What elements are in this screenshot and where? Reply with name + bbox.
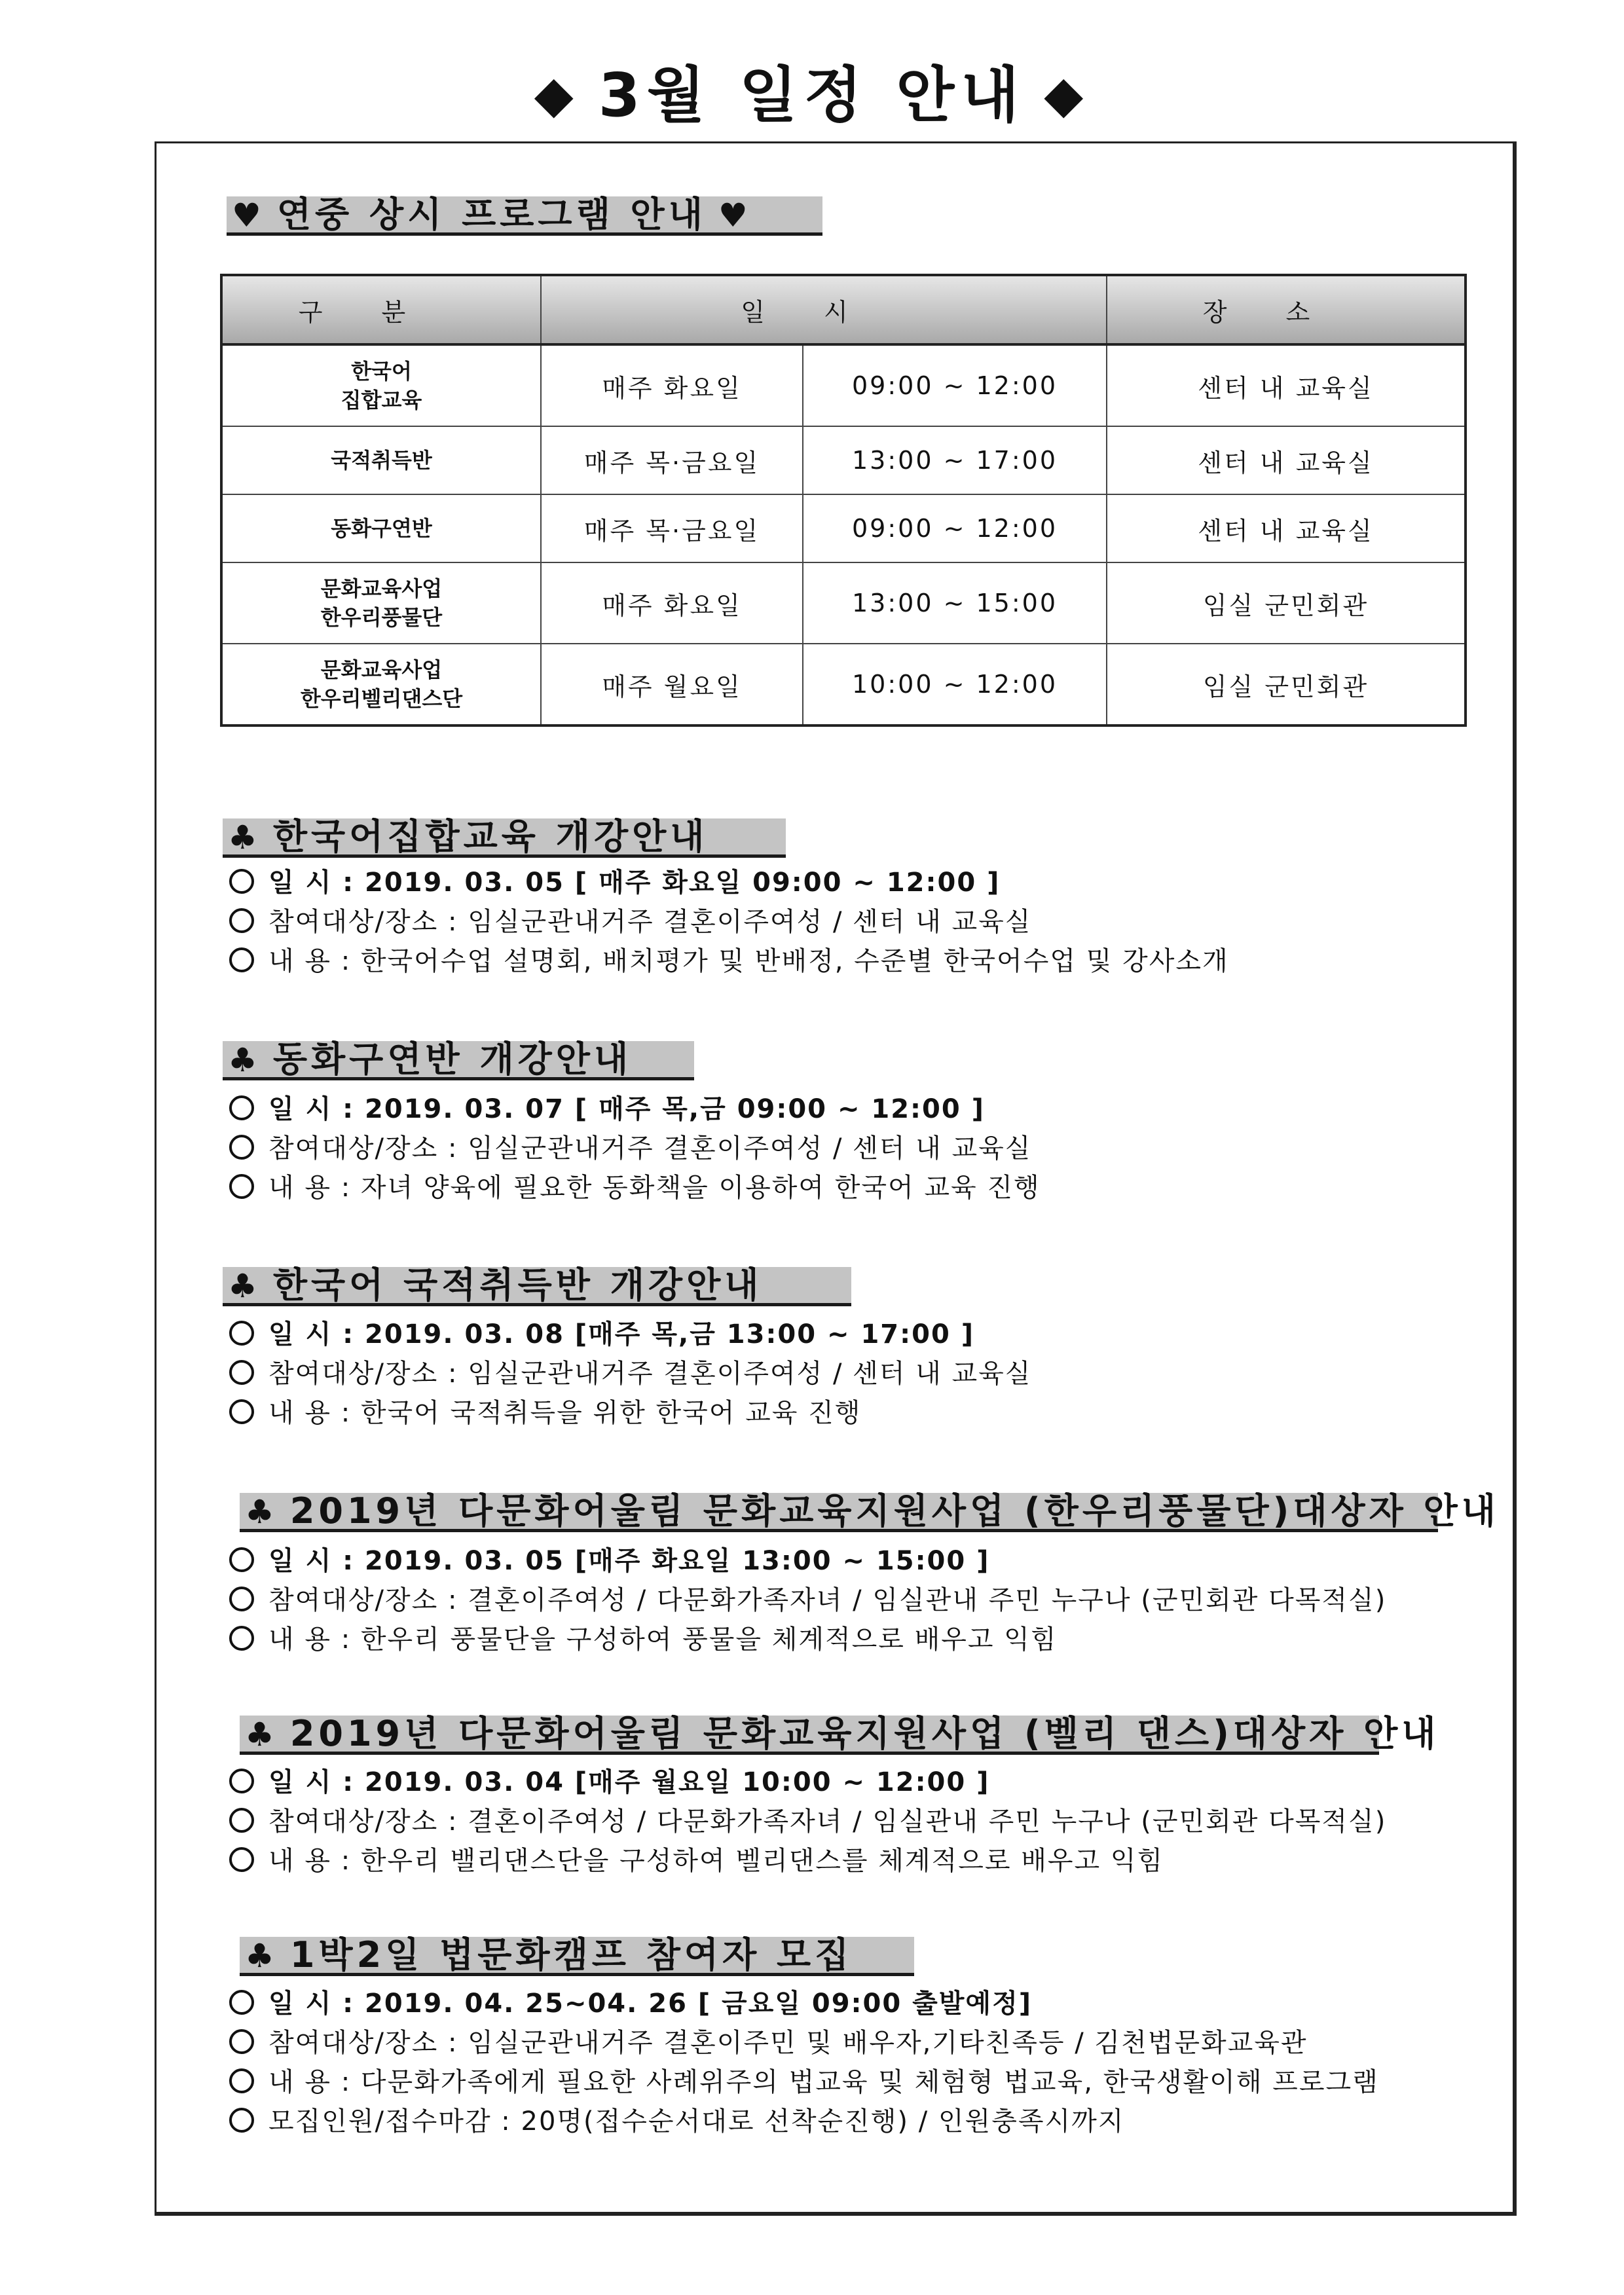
content-line: [229, 1841, 1386, 1881]
day-cell: 매주 목·금요일: [541, 494, 803, 562]
circle-bullet-icon: [229, 1769, 254, 1793]
day-cell: 매주 화요일: [541, 344, 803, 426]
section-heading-text: 1박2일 법문화캠프 참여자 모집: [289, 1934, 853, 1975]
section-heading-banner: [223, 1264, 851, 1306]
line-text: 일 시 : 2019. 03. 07 [ 매주 목,금 09:00 ~ 12:00 ]: [268, 1094, 985, 1124]
section-body: [229, 1315, 1031, 1433]
circle-bullet-icon: [229, 1587, 254, 1611]
category-cell: 국적취득반: [221, 426, 541, 494]
category-line: 집합교육: [341, 388, 422, 413]
section-heading-banner: [240, 1490, 1500, 1532]
club-icon: ♣: [228, 1267, 261, 1305]
category-cell: [221, 562, 541, 644]
schedule-table: [220, 274, 1467, 727]
place-cell: 센터 내 교육실: [1107, 494, 1466, 562]
line-text: 내 용 : 한국어 국적취득을 위한 한국어 교육 진행: [268, 1398, 862, 1428]
line-text: 참여대상/장소 : 결혼이주여성 / 다문화가족자녀 / 임실관내 주민 누구나 (군민회관 다목적실): [268, 1807, 1387, 1837]
club-icon: ♣: [245, 1493, 278, 1531]
line-text: 참여대상/장소 : 결혼이주여성 / 다문화가족자녀 / 임실관내 주민 누구나 (군민회관 다목적실): [268, 1585, 1387, 1615]
section-heading-banner: [223, 818, 786, 858]
day-cell: 매주 화요일: [541, 562, 803, 644]
target-line: [229, 1129, 1041, 1168]
club-icon: ♣: [245, 1716, 278, 1753]
table-header-place: 장소: [1107, 275, 1466, 344]
club-icon: ♣: [245, 1937, 278, 1975]
category-line: 문화교육사업: [320, 576, 443, 601]
target-line: [229, 1354, 1031, 1393]
table-row: [221, 562, 1466, 644]
section-heading-text: 동화구연반 개강안내: [272, 1038, 633, 1080]
line-text: 일 시 : 2019. 03. 05 [매주 화요일 13:00 ~ 15:00 ]: [268, 1546, 990, 1576]
table-row: [221, 344, 1466, 426]
line-text: 내 용 : 자녀 양육에 필요한 동화책을 이용하여 한국어 교육 진행: [268, 1173, 1041, 1203]
section-heading-text: 2019년 다문화어울림 문화교육지원사업 (한우리풍물단)대상자 안내: [289, 1490, 1500, 1532]
table-header-datetime: 일시: [541, 275, 1107, 344]
day-cell: 매주 월요일: [541, 644, 803, 725]
circle-bullet-icon: [229, 1847, 254, 1872]
target-line: [229, 1581, 1386, 1620]
line-text: 일 시 : 2019. 03. 04 [매주 월요일 10:00 ~ 12:00 ]: [268, 1767, 990, 1797]
section-body: [229, 863, 1229, 981]
line-text: 내 용 : 한국어수업 설명회, 배치평가 및 반배정, 수준별 한국어수업 및 강사소개: [268, 946, 1229, 976]
target-line: [229, 2023, 1379, 2063]
line-text: 일 시 : 2019. 03. 05 [ 매주 화요일 09:00 ~ 12:00 ]: [268, 868, 1001, 898]
content-line: [229, 942, 1229, 981]
category-line: 한우리풍물단: [320, 605, 443, 630]
section-heading-banner: [223, 1038, 694, 1080]
circle-bullet-icon: [229, 1626, 254, 1651]
line-text: 참여대상/장소 : 임실군관내거주 결혼이주민 및 배우자,기타친족등 / 김천법문화교육관: [268, 2028, 1308, 2058]
section-body: [229, 1090, 1041, 1207]
line-text: 모집인원/접수마감 : 20명(접수순서대로 선착순진행) / 인원충족시까지: [268, 2106, 1125, 2137]
circle-bullet-icon: [229, 1360, 254, 1385]
table-row: [221, 426, 1466, 494]
circle-bullet-icon: [229, 869, 254, 894]
schedule-line: [229, 1315, 1031, 1354]
section-heading-text: 한국어 국적취득반 개강안내: [272, 1264, 763, 1306]
line-text: 일 시 : 2019. 04. 25~04. 26 [ 금요일 09:00 출발예정]: [268, 1989, 1032, 2019]
page-title: [0, 47, 1624, 134]
section-heading-banner: [240, 1713, 1440, 1755]
line-text: 내 용 : 한우리 풍물단을 구성하여 풍물을 체계적으로 배우고 익힘: [268, 1625, 1058, 1655]
place-cell: 임실 군민회관: [1107, 644, 1466, 725]
circle-bullet-icon: [229, 2108, 254, 2133]
content-line: [229, 2063, 1379, 2102]
diamond-icon-right: ◆: [1044, 65, 1090, 124]
line-text: 참여대상/장소 : 임실군관내거주 결혼이주여성 / 센터 내 교육실: [268, 907, 1032, 937]
line-text: 참여대상/장소 : 임실군관내거주 결혼이주여성 / 센터 내 교육실: [268, 1133, 1032, 1164]
section-body: [229, 1984, 1379, 2141]
line-text: 내 용 : 한우리 밸리댄스단을 구성하여 벨리댄스를 체계적으로 배우고 익힘: [268, 1846, 1164, 1876]
line-text: 참여대상/장소 : 임실군관내거주 결혼이주여성 / 센터 내 교육실: [268, 1359, 1032, 1389]
club-icon: ♣: [228, 818, 261, 856]
program-header-text: 연중 상시 프로그램 안내: [276, 194, 707, 235]
circle-bullet-icon: [229, 1990, 254, 2015]
circle-bullet-icon: [229, 1095, 254, 1120]
circle-bullet-icon: [229, 947, 254, 972]
schedule-line: [229, 1763, 1386, 1802]
section-body: [229, 1541, 1386, 1659]
line-text: 내 용 : 다문화가족에게 필요한 사례위주의 법교육 및 체험형 법교육, 한국생활이해 프로그램: [268, 2067, 1379, 2097]
time-cell: 09:00 ~ 12:00: [803, 494, 1107, 562]
page-title-text: 3월 일정 안내: [598, 60, 1026, 130]
category-cell: 동화구연반: [221, 494, 541, 562]
circle-bullet-icon: [229, 1174, 254, 1199]
category-cell: [221, 644, 541, 725]
section-heading-text: 한국어집합교육 개강안내: [272, 816, 709, 857]
time-cell: 13:00 ~ 17:00: [803, 426, 1107, 494]
circle-bullet-icon: [229, 908, 254, 933]
circle-bullet-icon: [229, 1135, 254, 1160]
table-header-category: 구분: [221, 275, 541, 344]
category-line: 한우리벨리댄스단: [300, 686, 463, 711]
content-line: [229, 1168, 1041, 1207]
time-cell: 10:00 ~ 12:00: [803, 644, 1107, 725]
schedule-line: [229, 1090, 1041, 1129]
section-heading-banner: [240, 1934, 914, 1976]
content-line: [229, 1393, 1031, 1433]
section-heading-text: 2019년 다문화어울림 문화교육지원사업 (벨리 댄스)대상자 안내: [289, 1713, 1440, 1754]
circle-bullet-icon: [229, 1808, 254, 1833]
heart-icon-end: ♥: [718, 196, 752, 234]
diamond-icon-left: ◆: [534, 65, 580, 124]
section-body: [229, 1763, 1386, 1881]
table-row: [221, 644, 1466, 725]
category-line: 한국어: [351, 359, 412, 384]
circle-bullet-icon: [229, 1321, 254, 1346]
table-header-row: [221, 275, 1466, 344]
place-cell: 센터 내 교육실: [1107, 344, 1466, 426]
schedule-line: [229, 1984, 1379, 2023]
circle-bullet-icon: [229, 2029, 254, 2054]
content-line: [229, 1620, 1386, 1659]
club-icon: ♣: [228, 1041, 261, 1079]
schedule-line: [229, 1541, 1386, 1581]
circle-bullet-icon: [229, 2068, 254, 2093]
program-header-banner: [227, 196, 822, 236]
heart-icon: ♥: [232, 196, 265, 234]
category-cell: [221, 344, 541, 426]
category-line: 문화교육사업: [320, 657, 443, 682]
target-line: [229, 1802, 1386, 1841]
day-cell: 매주 목·금요일: [541, 426, 803, 494]
target-line: [229, 902, 1229, 942]
place-cell: 센터 내 교육실: [1107, 426, 1466, 494]
line-text: 일 시 : 2019. 03. 08 [매주 목,금 13:00 ~ 17:00 ]: [268, 1319, 974, 1349]
time-cell: 13:00 ~ 15:00: [803, 562, 1107, 644]
circle-bullet-icon: [229, 1547, 254, 1572]
circle-bullet-icon: [229, 1399, 254, 1424]
time-cell: 09:00 ~ 12:00: [803, 344, 1107, 426]
schedule-line: [229, 863, 1229, 902]
table-row: [221, 494, 1466, 562]
recruit-line: [229, 2102, 1379, 2141]
place-cell: 임실 군민회관: [1107, 562, 1466, 644]
